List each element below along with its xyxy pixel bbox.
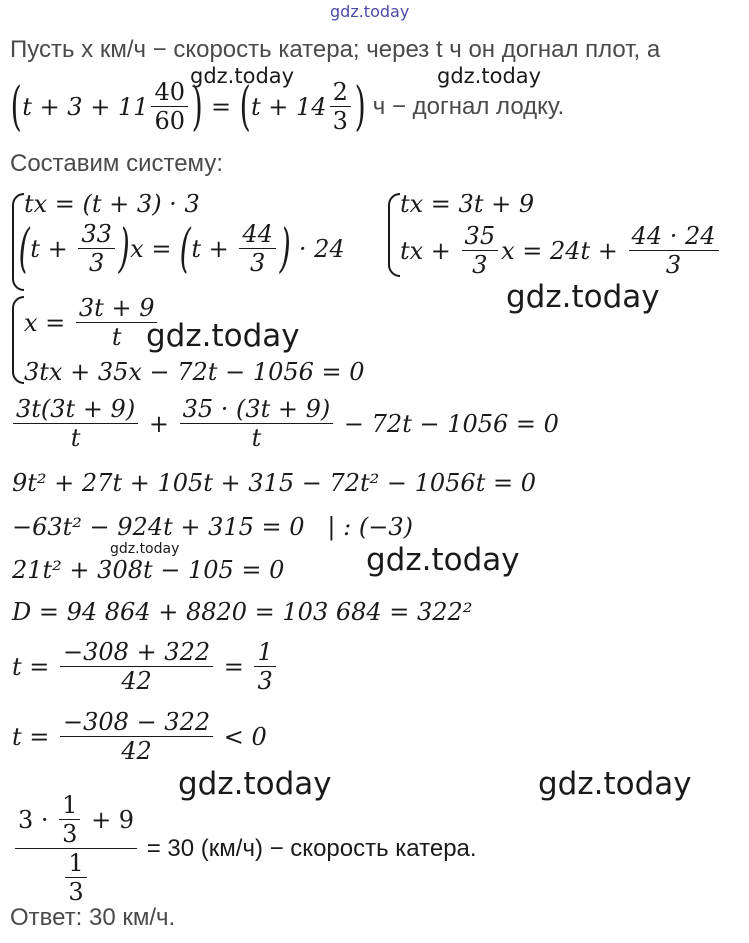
frac-num: 44 [239,222,276,249]
frac-den: 60 [154,107,186,135]
frac-den: 3 [250,249,266,277]
eq1-tail: − 72t − 1056 = 0 [336,409,559,438]
frac-den: 42 [121,667,152,695]
system3-brace [12,296,24,384]
equation-3: −63t² − 924t + 315 = 0 | : (−3) [12,513,413,541]
paren-open-2: ( [179,218,191,279]
watermark-4: gdz.today [146,318,300,354]
paren-close: ) [191,76,203,137]
root2-tail: < 0 [216,722,267,751]
fraction-root1 [60,640,213,693]
frac-den: t [111,323,122,351]
watermark-7: gdz.today [178,766,332,802]
fraction-eq1-b [180,397,334,450]
system-label: Составим систему: [10,150,223,177]
system2-row1: tx = 3t + 9 [400,190,535,218]
frac-num: 3t + 9 [76,296,158,323]
final-denominator [62,849,89,904]
frac-den: 42 [121,737,152,765]
intro-tail: ч − догнал лодку. [366,92,565,120]
frac-num: 3t(3t + 9) [13,397,138,424]
equation-4: 21t² + 308t − 105 = 0 [12,556,285,584]
fraction-40-60 [151,80,188,133]
frac-den: 3 [88,249,105,277]
frac-den: 3 [332,107,348,135]
intro-equals: = [203,92,239,121]
s2-part-b: x = 24t + [501,236,626,265]
fraction-2-3 [330,80,351,133]
fraction-33-3 [78,222,115,275]
intro-expr1: t + 3 + 11 [22,92,149,121]
s3-part-a: x = [24,308,73,337]
root2-lhs: t = [12,722,58,751]
paren-close-2: ) [279,218,291,279]
root-1 [12,640,279,693]
paren-open-2: ( [239,76,251,137]
frac-den: 3 [665,251,682,279]
final-expression [12,793,477,904]
paren-open: ( [10,76,22,137]
s1-part-b: x = [130,234,180,263]
frac-den: 3 [472,251,488,279]
watermark-1: gdz.today [190,64,295,88]
frac-den: 3 [257,667,273,695]
frac-num: 1 [59,793,80,820]
s1-part-a: t + [30,234,76,263]
fraction-den-1-3 [65,851,86,904]
watermark-3: gdz.today [506,279,660,315]
frac-num: 35 [462,224,499,251]
watermark-6: gdz.today [366,542,520,578]
final-numerator [15,793,137,849]
fraction-root2 [60,710,213,763]
fraction-eq1-a [13,397,138,450]
watermark-top: gdz.today [330,2,410,21]
frac-den: t [70,424,81,452]
final-num-b: + 9 [83,805,135,834]
frac-num: 40 [151,80,188,107]
system1-row1: tx = (t + 3) · 3 [24,190,200,218]
frac-den: 3 [68,878,84,906]
intro-expr2: t + 14 [251,92,327,121]
root-2 [12,710,267,763]
final-num-a: 3 · [18,805,57,834]
frac-den: 3 [62,820,78,848]
system2-row2 [400,224,722,277]
s1-part-d: · 24 [291,234,345,263]
frac-num: 44 · 24 [629,224,719,251]
eq1-plus: + [141,409,177,438]
intro-text: Пусть x км/ч − скорость катера; через t ч он догнал плот, а [10,36,661,63]
fraction-44-3 [239,222,276,275]
equation-1 [10,397,559,450]
paren-open: ( [18,218,30,279]
frac-den: t [251,424,262,452]
final-tail: = 30 (км/ч) − скорость катера. [140,834,477,862]
watermark-2: gdz.today [437,64,542,88]
watermark-8: gdz.today [538,766,692,802]
answer: Ответ: 30 км/ч. [10,904,176,931]
frac-num: 1 [254,640,275,667]
equation-5: D = 94 864 + 8820 = 103 684 = 322² [12,598,473,626]
fraction-3t9-t [76,296,158,349]
equation-2: 9t² + 27t + 105t + 315 − 72t² − 1056t = 0 [12,469,536,497]
frac-num: −308 + 322 [60,640,213,667]
fraction-final [15,793,137,904]
fraction-35-3 [462,224,499,277]
root1-lhs: t = [12,652,58,681]
fraction-1-3 [254,640,275,693]
frac-num: 33 [78,222,115,249]
paren-close: ) [118,218,130,279]
frac-num: 1 [65,851,86,878]
paren-close-2: ) [354,76,366,137]
s1-part-c: t + [191,234,237,263]
frac-num: 35 · (3t + 9) [180,397,334,424]
fraction-num-1-3 [59,793,80,846]
system3-row2: 3tx + 35x − 72t − 1056 = 0 [24,358,365,386]
system2-brace [388,193,400,277]
frac-num: −308 − 322 [60,710,213,737]
root1-equals: = [216,652,252,681]
s2-part-a: tx + [400,236,459,265]
watermark-5: gdz.today [110,541,180,557]
system1-row2 [18,218,345,279]
fraction-44x24-3 [629,224,719,277]
system3-row1 [24,296,160,349]
frac-num: 2 [330,80,351,107]
